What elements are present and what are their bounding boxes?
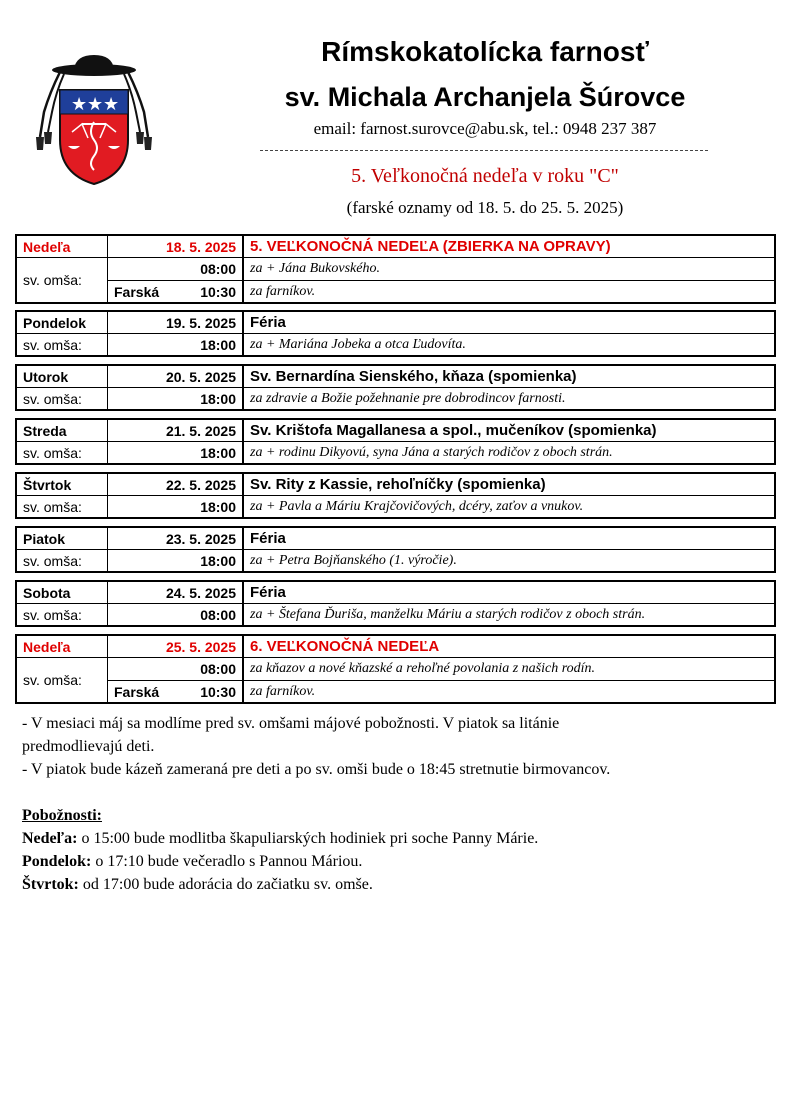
shield-icon xyxy=(60,90,128,184)
mass-row xyxy=(17,441,774,463)
day-header-row xyxy=(17,528,774,549)
mass-time: 18:00 xyxy=(200,390,236,407)
announcements xyxy=(22,712,772,896)
svg-text:★: ★ xyxy=(103,94,120,115)
svg-text:★: ★ xyxy=(71,94,88,115)
mass-label: sv. omša: xyxy=(17,604,108,625)
church-name: Farská xyxy=(114,283,160,300)
devotion-item: Nedeľa: o 15:00 bude modlitba škapuliarských hodiniek pri soche Panny Márie. xyxy=(22,830,539,847)
day-header-row xyxy=(17,636,774,657)
day-header-row xyxy=(17,236,774,257)
mass-row xyxy=(108,258,774,280)
day-block xyxy=(15,310,776,357)
day-date: 24. 5. 2025 xyxy=(108,582,244,603)
date-range: (farské oznamy od 18. 5. do 25. 5. 2025) xyxy=(346,198,624,217)
page-title-parish: sv. Michala Archanjela Šúrovce xyxy=(284,82,686,112)
mass-row xyxy=(108,658,774,680)
day-title: Féria xyxy=(250,314,286,331)
day-block xyxy=(15,418,776,465)
mass-label: sv. omša: xyxy=(17,258,108,302)
day-title: Sv. Krištofa Magallanesa a spol., mučeníkov (spomienka) xyxy=(250,422,657,439)
mass-time: 08:00 xyxy=(200,661,236,677)
day-block xyxy=(15,526,776,573)
divider xyxy=(260,150,708,151)
day-header-row xyxy=(17,582,774,603)
day-title: Féria xyxy=(250,530,286,547)
mass-label: sv. omša: xyxy=(17,550,108,571)
svg-text:★: ★ xyxy=(87,94,104,115)
mass-intention: za farníkov. xyxy=(250,283,316,299)
day-header-row xyxy=(17,474,774,495)
mass-intention: za + Petra Bojňanského (1. výročie). xyxy=(250,552,457,568)
day-name: Piatok xyxy=(17,528,108,549)
mass-intention: za + Mariána Jobeka a otca Ľudovíta. xyxy=(250,336,466,352)
devotion-item: Štvrtok: od 17:00 bude adorácia do začiatku sv. omše. xyxy=(22,876,373,893)
mass-time: 18:00 xyxy=(200,498,236,515)
day-date: 21. 5. 2025 xyxy=(108,420,244,441)
day-block xyxy=(15,472,776,519)
day-block xyxy=(15,634,776,704)
mass-intention: za kňazov a nové kňazské a rehoľné povolania z našich rodín. xyxy=(250,661,596,676)
mass-intention: za farníkov. xyxy=(250,683,316,699)
mass-intention: za + Štefana Ďuriša, manželku Máriu a starých rodičov z oboch strán. xyxy=(250,606,646,622)
day-name: Utorok xyxy=(17,366,108,387)
mass-row xyxy=(17,387,774,409)
mass-time: 10:30 xyxy=(200,683,236,700)
note-line: - V piatok bude kázeň zameraná pre deti a po sv. omši bude o 18:45 stretnutie birmovancov. xyxy=(22,761,611,778)
day-block xyxy=(15,234,776,304)
day-name: Streda xyxy=(17,420,108,441)
day-date: 22. 5. 2025 xyxy=(108,474,244,495)
mass-row xyxy=(17,495,774,517)
mass-label: sv. omša: xyxy=(17,388,108,409)
mass-intention: za + Pavla a Máriu Krajčovičových, dcéry, zaťov a vnukov. xyxy=(250,498,584,514)
mass-label: sv. omša: xyxy=(17,442,108,463)
day-block xyxy=(15,364,776,411)
mass-row xyxy=(108,680,774,702)
mass-label: sv. omša: xyxy=(17,334,108,355)
parish-coat-of-arms xyxy=(30,52,158,187)
mass-label: sv. omša: xyxy=(17,658,108,702)
mass-intention: za zdravie a Božie požehnanie pre dobrodincov farnosti. xyxy=(250,390,566,406)
liturgical-subtitle: 5. Veľkonočná nedeľa v roku "C" xyxy=(351,165,619,187)
mass-time: 18:00 xyxy=(200,336,236,353)
mass-time: 18:00 xyxy=(200,552,236,569)
day-date: 25. 5. 2025 xyxy=(108,636,244,657)
note-line: predmodlievajú deti. xyxy=(22,738,155,755)
day-date: 18. 5. 2025 xyxy=(108,236,244,257)
mass-row xyxy=(17,603,774,625)
mass-time: 10:30 xyxy=(200,283,236,300)
day-name: Pondelok xyxy=(17,312,108,333)
day-date: 23. 5. 2025 xyxy=(108,528,244,549)
mass-row xyxy=(17,549,774,571)
church-name: Farská xyxy=(114,683,160,700)
note-line: - V mesiaci máj sa modlíme pred sv. omšami májové pobožnosti. V piatok sa litánie xyxy=(22,715,560,732)
day-header-row xyxy=(17,366,774,387)
day-title: 6. VEĽKONOČNÁ NEDEĽA xyxy=(250,638,440,655)
mass-intention: za + Jána Bukovského. xyxy=(250,261,380,276)
mass-time: 08:00 xyxy=(200,261,236,277)
page-title: Rímskokatolícka farnosť xyxy=(321,36,649,67)
mass-label: sv. omša: xyxy=(17,496,108,517)
day-title: Sv. Rity z Kassie, rehoľníčky (spomienka) xyxy=(250,476,546,493)
mass-group xyxy=(17,657,774,702)
mass-time: 08:00 xyxy=(200,606,236,623)
day-name: Nedeľa xyxy=(17,636,108,657)
day-name: Sobota xyxy=(17,582,108,603)
day-name: Nedeľa xyxy=(17,236,108,257)
day-title: Sv. Bernardína Sienského, kňaza (spomienka) xyxy=(250,368,577,385)
mass-row xyxy=(17,333,774,355)
day-date: 20. 5. 2025 xyxy=(108,366,244,387)
mass-intention: za + rodinu Dikyovú, syna Jána a starých rodičov z oboch strán. xyxy=(250,444,613,460)
day-title: Féria xyxy=(250,584,286,601)
devotions-heading: Pobožnosti: xyxy=(22,807,102,824)
day-block xyxy=(15,580,776,627)
day-name: Štvrtok xyxy=(17,474,108,495)
mass-row xyxy=(108,280,774,302)
day-date: 19. 5. 2025 xyxy=(108,312,244,333)
devotion-item: Pondelok: o 17:10 bude večeradlo s Pannou Máriou. xyxy=(22,853,363,870)
day-header-row xyxy=(17,420,774,441)
day-title: 5. VEĽKONOČNÁ NEDEĽA (ZBIERKA NA OPRAVY) xyxy=(250,238,611,255)
day-header-row xyxy=(17,312,774,333)
contact-line: email: farnost.surovce@abu.sk, tel.: 0948 237 387 xyxy=(313,119,657,138)
mass-time: 18:00 xyxy=(200,444,236,461)
mass-group xyxy=(17,257,774,302)
